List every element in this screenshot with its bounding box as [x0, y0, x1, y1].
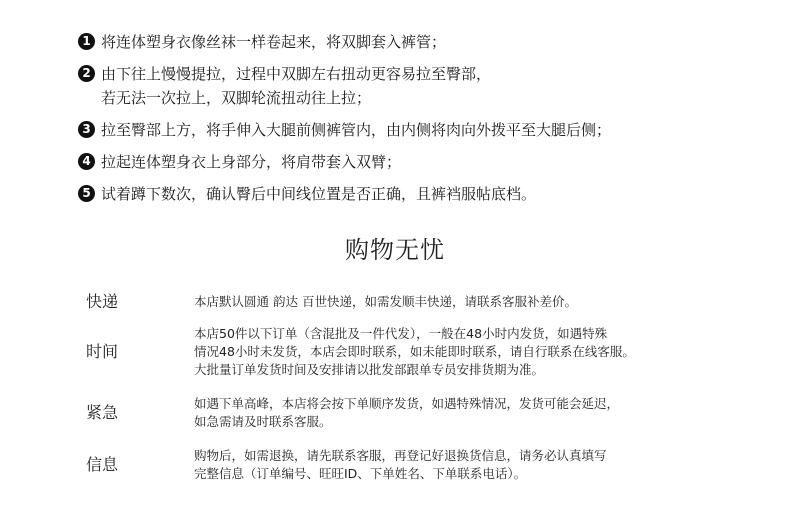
- step-5: [78, 182, 778, 206]
- step-text: 拉起连体塑身衣上身部分，将肩带套入双臂；: [101, 153, 402, 171]
- step-text: 由下往上慢慢提拉，过程中双脚左右扭动更容易拉至臀部，: [101, 65, 492, 83]
- step-number-badge: 5: [78, 185, 95, 202]
- policy-content: 如遇下单高峰，本店将会按下单顺序发货，如遇特殊情况，发货可能会延迟， 如急需请及时联系客服。: [194, 396, 620, 429]
- step-number-badge: 1: [78, 33, 95, 50]
- step-number-badge: 3: [78, 121, 95, 138]
- step-text: 试着蹲下数次，确认臀后中间线位置是否正确，且裤裆服帖底档。: [101, 185, 537, 203]
- step-4: [78, 150, 778, 174]
- step-text-continued: 若无法一次拉上，双脚轮流扭动往上拉；: [101, 89, 372, 107]
- step-1: [78, 30, 778, 54]
- policy-label: 紧急: [86, 403, 119, 422]
- step-3: [78, 118, 778, 142]
- policy-row-time: [86, 323, 776, 381]
- step-text: 将连体塑身衣像丝袜一样卷起来，将双脚套入裤管；: [101, 33, 447, 51]
- step-2: [78, 62, 778, 110]
- policy-label: 快递: [86, 292, 119, 311]
- section-title: 购物无忧: [345, 236, 445, 264]
- instruction-steps: [78, 30, 778, 214]
- policy-label: 信息: [86, 455, 119, 474]
- policy-content: 本店默认圆通 韵达 百世快递，如需发顺丰快递，请联系客服补差价。: [194, 294, 577, 309]
- step-number-badge: 4: [78, 153, 95, 170]
- step-number-badge: 2: [78, 65, 95, 82]
- policy-row-shipping: [86, 290, 776, 314]
- step-text: 拉至臀部上方，将手伸入大腿前侧裤管内，由内侧将肉向外拨平至大腿后侧；: [101, 121, 612, 139]
- policy-label: 时间: [86, 342, 119, 361]
- policy-content: 本店50件以下订单（含混批及一件代发），一般在48小时内发货，如遇特殊 情况48小时未发货，本店会即时联系，如未能即时联系，请自行联系在线客服。 大批量订单发货时间及安排请以批发部跟单专员安排货期为准。: [194, 326, 635, 377]
- shopping-policy-list: [86, 290, 776, 485]
- policy-content: 购物后，如需退换，请先联系客服，再登记好退换货信息，请务必认真填写 完整信息（订单编号、旺旺ID、下单姓名、下单联系电话）。: [194, 448, 607, 481]
- policy-row-urgent: [86, 393, 776, 433]
- policy-row-info: [86, 445, 776, 485]
